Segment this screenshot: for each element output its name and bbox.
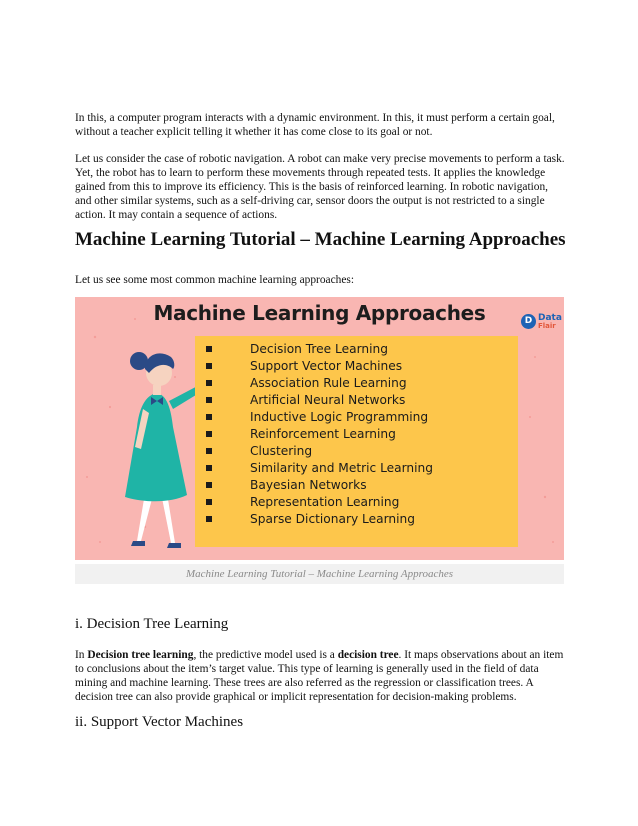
subsection-heading-decision-tree: i. Decision Tree Learning bbox=[75, 616, 229, 632]
approach-item: Bayesian Networks bbox=[250, 477, 433, 494]
logo-word-data: Data bbox=[538, 313, 562, 323]
approach-item: Reinforcement Learning bbox=[250, 426, 433, 443]
bold-term: Decision tree learning bbox=[87, 649, 194, 661]
approach-item: Decision Tree Learning bbox=[250, 341, 433, 358]
approach-item: Support Vector Machines bbox=[250, 358, 433, 375]
bullet-icon bbox=[206, 380, 212, 386]
subsection-heading-svm: ii. Support Vector Machines bbox=[75, 714, 244, 730]
bullet-icon bbox=[206, 516, 212, 522]
approach-item: Artificial Neural Networks bbox=[250, 392, 433, 409]
bullet-icon bbox=[206, 499, 212, 505]
approach-item: Clustering bbox=[250, 443, 433, 460]
dataflair-logo-icon: D bbox=[521, 314, 536, 329]
bullet-icon bbox=[206, 363, 212, 369]
decision-tree-paragraph: In Decision tree learning, the predictive model used is a decision tree. It maps observations about an item to conclusions about the item’s target value. This type of learning is generally used in the field of data mining and machine learning. These trees are also referred as the regression or classification trees. A decision tree can also provide graphical or implicit representation for decision-making problems. bbox=[75, 649, 564, 703]
section-heading: Machine Learning Tutorial – Machine Learning Approaches bbox=[75, 229, 566, 250]
bullet-icon bbox=[206, 397, 212, 403]
bullet-icon bbox=[206, 465, 212, 471]
intro-paragraph-2: Let us consider the case of robotic navigation. A robot can make very precise movements to perform a task. Yet, the robot has to learn to perform these movements through repeated tests. It applies the knowledge gained from this to improve its efficiency. This is the basis of reinforced learning. In robotic navigation, and other similar systems, such as a self-driving car, sensor doors the output is not restricted to a single action. It may contain a sequence of actions. bbox=[75, 153, 565, 221]
approaches-figure bbox=[75, 297, 564, 560]
bullet-icon bbox=[206, 346, 212, 352]
logo-word-flair: Flair bbox=[538, 322, 556, 330]
dataflair-logo bbox=[521, 311, 562, 333]
approach-item: Sparse Dictionary Learning bbox=[250, 511, 433, 528]
bullet-icon bbox=[206, 482, 212, 488]
figure-caption-text: Machine Learning Tutorial – Machine Learning Approaches bbox=[185, 568, 454, 580]
bold-term: decision tree bbox=[337, 649, 399, 661]
figure-title: Machine Learning Approaches bbox=[153, 301, 486, 325]
approach-item: Inductive Logic Programming bbox=[250, 409, 433, 426]
approach-item: Similarity and Metric Learning bbox=[250, 460, 433, 477]
approaches-list bbox=[250, 341, 433, 528]
approach-item: Representation Learning bbox=[250, 494, 433, 511]
approach-item: Association Rule Learning bbox=[250, 375, 433, 392]
bullet-icon bbox=[206, 431, 212, 437]
figure-caption bbox=[75, 564, 564, 584]
bullet-icon bbox=[206, 414, 212, 420]
bullet-icon bbox=[206, 448, 212, 454]
section-intro: Let us see some most common machine learning approaches: bbox=[75, 274, 354, 286]
intro-paragraph-1: In this, a computer program interacts with a dynamic environment. In this, it must perform a certain goal, without a teacher explicit telling it whether it has come close to its goal or not. bbox=[75, 112, 555, 138]
